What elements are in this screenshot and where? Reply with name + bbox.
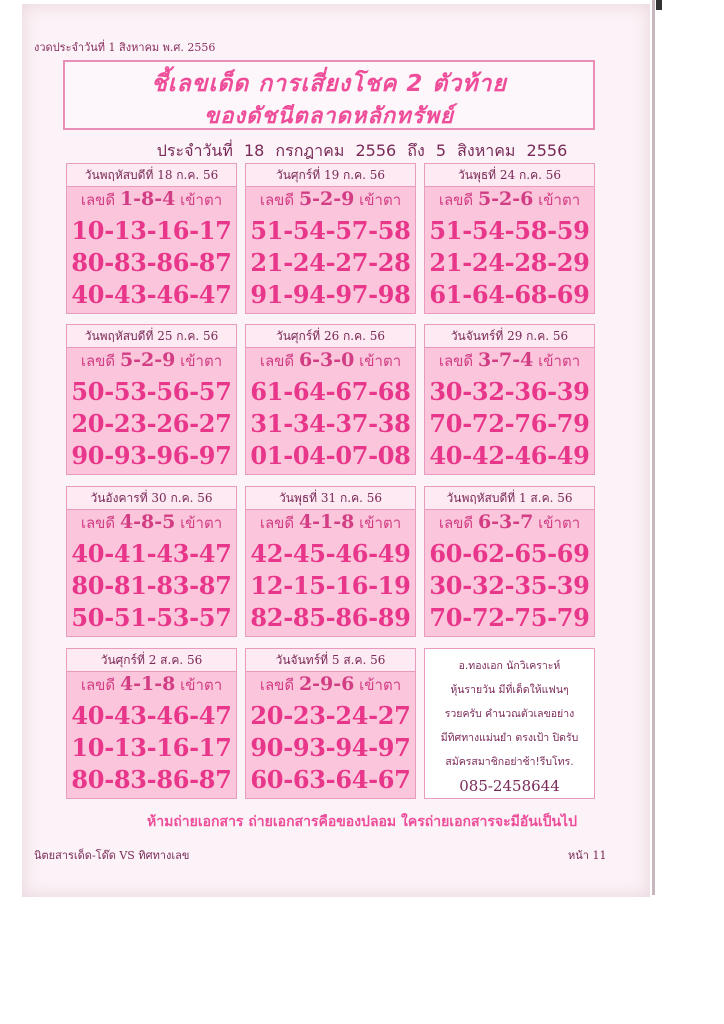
lead-suffix: เข้าตา bbox=[359, 191, 402, 209]
lead-prefix: เลขดี bbox=[438, 352, 474, 370]
card-lead-line bbox=[246, 188, 415, 212]
prediction-card bbox=[66, 486, 237, 637]
lead-suffix: เข้าตา bbox=[359, 676, 402, 694]
number-set: 80-81-83-87 bbox=[71, 571, 232, 600]
lead-number: 1-8-4 bbox=[119, 188, 176, 210]
card-day-label: วันอังคารที่ 30 ก.ค. 56 bbox=[67, 487, 236, 510]
lead-number: 4-1-8 bbox=[119, 673, 176, 695]
lead-prefix: เลขดี bbox=[259, 514, 295, 532]
card-day-label: วันพฤหัสบดีที่ 18 ก.ค. 56 bbox=[67, 164, 236, 187]
number-set: 20-23-24-27 bbox=[250, 701, 411, 730]
card-lead-line bbox=[246, 511, 415, 535]
lead-prefix: เลขดี bbox=[80, 352, 116, 370]
page-edge bbox=[652, 0, 655, 895]
card-day-label: วันศุกร์ที่ 26 ก.ค. 56 bbox=[246, 325, 415, 348]
info-line: อ.ทองเอก นักวิเคราะห์ bbox=[458, 660, 561, 672]
lead-number: 6-3-0 bbox=[298, 349, 355, 371]
card-lead-line bbox=[246, 349, 415, 373]
prediction-card bbox=[245, 648, 416, 799]
card-day-label: วันจันทร์ที่ 29 ก.ค. 56 bbox=[425, 325, 594, 348]
number-set: 12-15-16-19 bbox=[250, 571, 411, 600]
analyst-info-box bbox=[424, 648, 595, 799]
card-lead-line bbox=[67, 349, 236, 373]
title-line-1: ชี้เลขเด็ด การเสี่ยงโชค 2 ตัวท้าย bbox=[151, 71, 507, 97]
lead-prefix: เลขดี bbox=[438, 514, 474, 532]
prediction-card bbox=[245, 324, 416, 475]
lead-number: 3-7-4 bbox=[477, 349, 534, 371]
number-set: 70-72-75-79 bbox=[429, 603, 590, 632]
lead-prefix: เลขดี bbox=[80, 514, 116, 532]
number-set: 10-13-16-17 bbox=[71, 216, 232, 245]
corner-mark bbox=[656, 0, 662, 10]
info-line: หุ้นรายวัน มีที่เด็ดให้แฟนๆ bbox=[450, 684, 569, 696]
lead-number: 5-2-6 bbox=[477, 188, 534, 210]
number-set: 42-45-46-49 bbox=[250, 539, 411, 568]
number-set: 50-53-56-57 bbox=[71, 377, 232, 406]
card-lead-line bbox=[246, 673, 415, 697]
lead-number: 4-8-5 bbox=[119, 511, 176, 533]
lead-prefix: เลขดี bbox=[438, 191, 474, 209]
lead-prefix: เลขดี bbox=[80, 191, 116, 209]
card-lead-line bbox=[67, 188, 236, 212]
number-set: 51-54-57-58 bbox=[250, 216, 411, 245]
prediction-card bbox=[66, 324, 237, 475]
title-box bbox=[63, 60, 595, 130]
card-day-label: วันพฤหัสบดีที่ 25 ก.ค. 56 bbox=[67, 325, 236, 348]
card-day-label: วันศุกร์ที่ 2 ส.ค. 56 bbox=[67, 649, 236, 672]
lead-prefix: เลขดี bbox=[259, 352, 295, 370]
number-set: 60-63-64-67 bbox=[250, 765, 411, 794]
lead-number: 5-2-9 bbox=[298, 188, 355, 210]
number-set: 01-04-07-08 bbox=[250, 441, 411, 470]
lead-suffix: เข้าตา bbox=[538, 191, 581, 209]
card-day-label: วันพุธที่ 31 ก.ค. 56 bbox=[246, 487, 415, 510]
prediction-card bbox=[424, 163, 595, 314]
prediction-card bbox=[66, 648, 237, 799]
number-set: 61-64-68-69 bbox=[429, 280, 590, 309]
lead-number: 4-1-8 bbox=[298, 511, 355, 533]
lead-suffix: เข้าตา bbox=[180, 191, 223, 209]
number-set: 30-32-35-39 bbox=[429, 571, 590, 600]
number-set: 40-43-46-47 bbox=[71, 701, 232, 730]
lead-suffix: เข้าตา bbox=[538, 514, 581, 532]
lead-suffix: เข้าตา bbox=[359, 514, 402, 532]
number-set: 60-62-65-69 bbox=[429, 539, 590, 568]
number-set: 51-54-58-59 bbox=[429, 216, 590, 245]
lead-number: 2-9-6 bbox=[298, 673, 355, 695]
number-set: 82-85-86-89 bbox=[250, 603, 411, 632]
date-range: ประจำวันที่ 18 กรกฎาคม 2556 ถึง 5 สิงหาคม 2556 bbox=[156, 141, 568, 160]
info-line: มีทิศทางแม่นยำ ตรงเป้า ปิดรับ bbox=[440, 732, 579, 744]
number-set: 40-42-46-49 bbox=[429, 441, 590, 470]
number-set: 80-83-86-87 bbox=[71, 248, 232, 277]
prediction-card bbox=[66, 163, 237, 314]
number-set: 70-72-76-79 bbox=[429, 409, 590, 438]
number-set: 90-93-94-97 bbox=[250, 733, 411, 762]
phone-number: 085-2458644 bbox=[459, 777, 560, 795]
lead-suffix: เข้าตา bbox=[180, 676, 223, 694]
number-set: 21-24-27-28 bbox=[250, 248, 411, 277]
number-set: 61-64-67-68 bbox=[250, 377, 411, 406]
issue-header: งวดประจำวันที่ 1 สิงหาคม พ.ศ. 2556 bbox=[34, 41, 216, 54]
prediction-card bbox=[424, 486, 595, 637]
card-day-label: วันพฤหัสบดีที่ 1 ส.ค. 56 bbox=[425, 487, 594, 510]
copy-warning: ห้ามถ่ายเอกสาร ถ่ายเอกสารคือของปลอม ใครถ่ายเอกสารจะมีอันเป็นไป bbox=[147, 814, 577, 830]
lead-suffix: เข้าตา bbox=[538, 352, 581, 370]
lead-prefix: เลขดี bbox=[259, 191, 295, 209]
number-set: 40-41-43-47 bbox=[71, 539, 232, 568]
number-set: 50-51-53-57 bbox=[71, 603, 232, 632]
card-lead-line bbox=[425, 188, 594, 212]
prediction-card bbox=[424, 324, 595, 475]
number-set: 21-24-28-29 bbox=[429, 248, 590, 277]
card-day-label: วันศุกร์ที่ 19 ก.ค. 56 bbox=[246, 164, 415, 187]
number-set: 80-83-86-87 bbox=[71, 765, 232, 794]
card-day-label: วันพุธที่ 24 ก.ค. 56 bbox=[425, 164, 594, 187]
prediction-card bbox=[245, 486, 416, 637]
prediction-card bbox=[245, 163, 416, 314]
number-set: 40-43-46-47 bbox=[71, 280, 232, 309]
card-lead-line bbox=[67, 673, 236, 697]
card-lead-line bbox=[425, 511, 594, 535]
lead-suffix: เข้าตา bbox=[359, 352, 402, 370]
lead-prefix: เลขดี bbox=[80, 676, 116, 694]
number-set: 20-23-26-27 bbox=[71, 409, 232, 438]
footer-magazine-name: นิตยสารเด็ด-โด๊ด VS ทิศทางเลข bbox=[34, 849, 190, 862]
lead-suffix: เข้าตา bbox=[180, 514, 223, 532]
info-line: รวยครับ คำนวณตัวเลขอย่าง bbox=[444, 708, 575, 720]
card-lead-line bbox=[425, 349, 594, 373]
number-set: 90-93-96-97 bbox=[71, 441, 232, 470]
lead-prefix: เลขดี bbox=[259, 676, 295, 694]
number-set: 91-94-97-98 bbox=[250, 280, 411, 309]
lead-number: 6-3-7 bbox=[477, 511, 534, 533]
number-set: 31-34-37-38 bbox=[250, 409, 411, 438]
card-lead-line bbox=[67, 511, 236, 535]
info-line: สมัครสมาชิกอย่าช้า!รีบโทร. bbox=[445, 756, 574, 768]
lead-number: 5-2-9 bbox=[119, 349, 176, 371]
number-set: 30-32-36-39 bbox=[429, 377, 590, 406]
lead-suffix: เข้าตา bbox=[180, 352, 223, 370]
card-day-label: วันจันทร์ที่ 5 ส.ค. 56 bbox=[246, 649, 415, 672]
footer-page-number: หน้า 11 bbox=[568, 849, 607, 862]
title-line-2: ของดัชนีตลาดหลักทรัพย์ bbox=[204, 104, 454, 129]
number-set: 10-13-16-17 bbox=[71, 733, 232, 762]
